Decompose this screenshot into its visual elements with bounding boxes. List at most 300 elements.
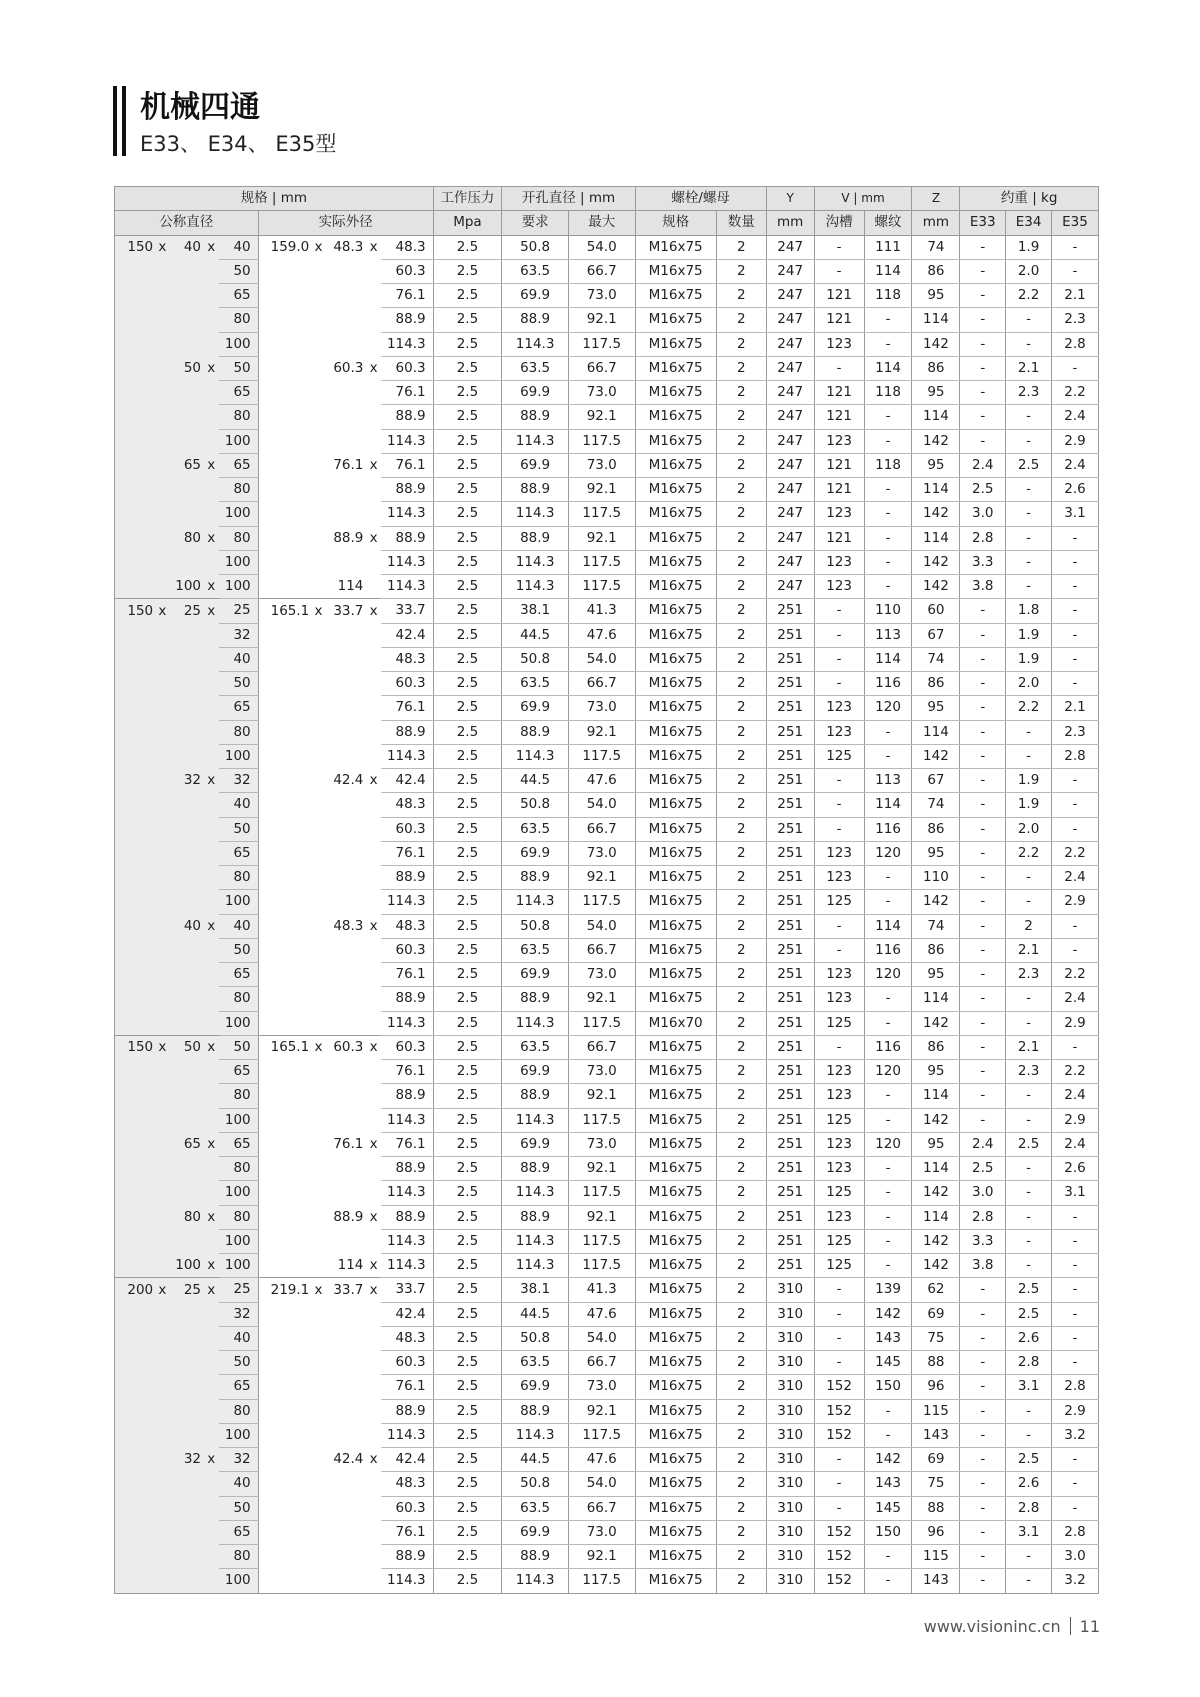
- cell-hole-required: 69.9: [502, 1060, 569, 1084]
- cell-bolt-spec: M16x75: [635, 938, 716, 962]
- cell-actual-x2: x: [369, 772, 378, 789]
- cell-bolt-qty: 2: [716, 890, 766, 914]
- cell-actual-x2: [366, 1060, 381, 1084]
- cell-actual-x2: [366, 1375, 381, 1399]
- cell-hole-required: 88.9: [502, 478, 569, 502]
- cell-actual-x1: [312, 429, 324, 453]
- header-bolt-spec: 规格: [635, 211, 716, 235]
- cell-pressure: 2.5: [433, 987, 502, 1011]
- cell-actual-outlet: 76.1: [381, 453, 433, 477]
- cell-pressure: 2.5: [433, 526, 502, 550]
- cell-y-mm: 247: [766, 429, 814, 453]
- cell-actual-x2: [366, 793, 381, 817]
- cell-actual-x2: x: [369, 1256, 378, 1273]
- cell-nominal-outlet: 65: [219, 1520, 259, 1544]
- cell-nominal-x1: [156, 381, 168, 405]
- cell-actual-x2: x: [366, 1278, 381, 1302]
- cell-bolt-qty: 2: [716, 866, 766, 890]
- table-row: [115, 1278, 1099, 1302]
- cell-nominal-outlet: 100: [219, 429, 259, 453]
- cell-bolt-spec: M16x75: [635, 1496, 716, 1520]
- cell-nominal-x1: [156, 1399, 168, 1423]
- cell-nominal-outlet: 100: [219, 744, 259, 768]
- cell-v-thread: -: [864, 550, 912, 574]
- cell-weight-e35: 2.8: [1051, 332, 1098, 356]
- cell-weight-e35: 2.2: [1051, 1060, 1098, 1084]
- cell-nominal-main: [115, 1254, 157, 1278]
- cell-hole-max: 117.5: [568, 502, 635, 526]
- cell-nominal-x1: [156, 817, 168, 841]
- cell-pressure: 2.5: [433, 1569, 502, 1593]
- cell-nominal-x1: [156, 866, 168, 890]
- cell-hole-max: 117.5: [568, 1181, 635, 1205]
- cell-nominal-x2: [204, 1108, 219, 1132]
- cell-weight-e35: -: [1051, 1351, 1098, 1375]
- cell-actual-outlet: 76.1: [381, 1060, 433, 1084]
- cell-nominal-main: [115, 1011, 157, 1035]
- cell-hole-required: 63.5: [502, 817, 569, 841]
- spec-table: [114, 186, 1099, 1594]
- table-row: [115, 672, 1099, 696]
- header-e35: E35: [1051, 211, 1098, 235]
- cell-v-groove: -: [814, 817, 864, 841]
- cell-nominal-main: [115, 720, 157, 744]
- cell-bolt-qty: 2: [716, 817, 766, 841]
- cell-pressure: 2.5: [433, 550, 502, 574]
- cell-weight-e33: 2.8: [960, 526, 1006, 550]
- cell-actual-outlet: 88.9: [381, 1084, 433, 1108]
- cell-y-mm: 251: [766, 696, 814, 720]
- cell-hole-required: 69.9: [502, 453, 569, 477]
- cell-bolt-qty: 2: [716, 1132, 766, 1156]
- cell-z-mm: 142: [912, 429, 960, 453]
- cell-bolt-qty: 2: [716, 1229, 766, 1253]
- cell-actual-main: 219.1: [258, 1278, 312, 1302]
- cell-nominal-main: [115, 817, 157, 841]
- cell-weight-e35: 2.8: [1051, 744, 1098, 768]
- cell-nominal-main: [115, 1496, 157, 1520]
- cell-nominal-x2: [204, 841, 219, 865]
- cell-nominal-main: 200: [115, 1278, 157, 1302]
- cell-actual-x2: [366, 647, 381, 671]
- cell-hole-max: 73.0: [568, 963, 635, 987]
- table-row: [115, 866, 1099, 890]
- cell-actual-branch: [325, 841, 367, 865]
- cell-weight-e34: 2.3: [1006, 963, 1052, 987]
- cell-hole-max: 92.1: [568, 1399, 635, 1423]
- cell-nominal-x1: [156, 332, 168, 356]
- cell-actual-outlet: 42.4: [381, 1448, 433, 1472]
- cell-actual-branch: [325, 405, 367, 429]
- cell-nominal-x2: [204, 502, 219, 526]
- cell-nominal-branch: 32: [169, 769, 204, 793]
- cell-bolt-qty: 2: [716, 453, 766, 477]
- cell-v-groove: 152: [814, 1423, 864, 1447]
- cell-nominal-main: [115, 890, 157, 914]
- cell-actual-branch: [325, 332, 367, 356]
- cell-nominal-x1: [156, 1132, 168, 1156]
- cell-hole-max: 66.7: [568, 672, 635, 696]
- cell-v-thread: 120: [864, 841, 912, 865]
- cell-hole-required: 88.9: [502, 308, 569, 332]
- cell-weight-e35: -: [1051, 672, 1098, 696]
- cell-z-mm: 86: [912, 259, 960, 283]
- cell-weight-e35: -: [1051, 769, 1098, 793]
- table-row: [115, 1035, 1099, 1059]
- cell-hole-max: 92.1: [568, 987, 635, 1011]
- cell-pressure: 2.5: [433, 1399, 502, 1423]
- cell-weight-e34: 1.8: [1006, 599, 1052, 623]
- cell-actual-x2: x: [369, 359, 378, 376]
- cell-v-groove: 123: [814, 1157, 864, 1181]
- cell-nominal-x2: x: [204, 575, 219, 599]
- cell-nominal-x2: [204, 381, 219, 405]
- cell-nominal-x2: [204, 793, 219, 817]
- cell-actual-x1: [312, 575, 324, 599]
- cell-v-thread: 120: [864, 696, 912, 720]
- cell-actual-x1: [312, 1181, 324, 1205]
- cell-bolt-qty: 2: [716, 356, 766, 380]
- cell-v-groove: 123: [814, 575, 864, 599]
- cell-v-thread: -: [864, 1205, 912, 1229]
- cell-y-mm: 251: [766, 1229, 814, 1253]
- cell-v-thread: -: [864, 478, 912, 502]
- cell-actual-main: [258, 1060, 312, 1084]
- cell-weight-e35: 2.1: [1051, 696, 1098, 720]
- cell-weight-e33: 3.3: [960, 550, 1006, 574]
- cell-weight-e33: 2.8: [960, 1205, 1006, 1229]
- cell-weight-e35: -: [1051, 938, 1098, 962]
- cell-v-thread: -: [864, 575, 912, 599]
- cell-actual-branch: [325, 1011, 367, 1035]
- cell-hole-required: 88.9: [502, 405, 569, 429]
- cell-z-mm: 62: [912, 1278, 960, 1302]
- cell-nominal-x2: [204, 1302, 219, 1326]
- cell-actual-main: [258, 502, 312, 526]
- table-row: [115, 623, 1099, 647]
- cell-actual-main: [258, 696, 312, 720]
- table-row: [115, 938, 1099, 962]
- cell-actual-main: [258, 429, 312, 453]
- cell-y-mm: 251: [766, 1157, 814, 1181]
- header-z-unit: mm: [912, 211, 960, 235]
- cell-hole-required: 69.9: [502, 1375, 569, 1399]
- cell-z-mm: 142: [912, 502, 960, 526]
- cell-nominal-outlet: 50: [219, 938, 259, 962]
- cell-z-mm: 86: [912, 817, 960, 841]
- cell-v-groove: 123: [814, 550, 864, 574]
- table-row: [115, 1496, 1099, 1520]
- cell-actual-x1: [312, 647, 324, 671]
- cell-weight-e35: 2.2: [1051, 841, 1098, 865]
- cell-v-groove: 152: [814, 1569, 864, 1593]
- cell-actual-main: [258, 1351, 312, 1375]
- cell-hole-max: 92.1: [568, 1084, 635, 1108]
- header-weight: 约重 | kg: [960, 187, 1099, 211]
- header-mpa: Mpa: [433, 211, 502, 235]
- cell-y-mm: 247: [766, 550, 814, 574]
- cell-weight-e33: -: [960, 1448, 1006, 1472]
- cell-nominal-x2: x: [204, 526, 219, 550]
- cell-y-mm: 310: [766, 1448, 814, 1472]
- header-bolt: 螺栓/螺母: [635, 187, 766, 211]
- cell-hole-required: 88.9: [502, 1545, 569, 1569]
- cell-nominal-main: [115, 381, 157, 405]
- cell-bolt-qty: 2: [716, 914, 766, 938]
- cell-y-mm: 310: [766, 1399, 814, 1423]
- cell-actual-x2: [366, 332, 381, 356]
- cell-bolt-qty: 2: [716, 235, 766, 259]
- cell-pressure: 2.5: [433, 623, 502, 647]
- cell-nominal-x2: [204, 963, 219, 987]
- cell-y-mm: 251: [766, 866, 814, 890]
- cell-weight-e34: 2.8: [1006, 1496, 1052, 1520]
- cell-nominal-branch: [169, 623, 204, 647]
- cell-actual-branch: 42.4: [333, 772, 364, 789]
- cell-bolt-spec: M16x75: [635, 526, 716, 550]
- cell-actual-x1: [312, 308, 324, 332]
- cell-actual-outlet: 114.3: [381, 1011, 433, 1035]
- cell-v-groove: 123: [814, 1084, 864, 1108]
- cell-bolt-spec: M16x75: [635, 841, 716, 865]
- cell-nominal-branch: [169, 429, 204, 453]
- cell-actual-outlet: 60.3: [381, 356, 433, 380]
- cell-hole-max: 92.1: [568, 720, 635, 744]
- cell-nominal-x1: [156, 1448, 168, 1472]
- cell-nominal-x2: [204, 1351, 219, 1375]
- cell-bolt-spec: M16x75: [635, 1375, 716, 1399]
- cell-actual-x2: [366, 1157, 381, 1181]
- cell-hole-max: 54.0: [568, 1472, 635, 1496]
- cell-actual-x2: [366, 1545, 381, 1569]
- cell-nominal-outlet: 50: [219, 259, 259, 283]
- cell-nominal-branch: [169, 672, 204, 696]
- cell-bolt-qty: 2: [716, 502, 766, 526]
- cell-weight-e34: -: [1006, 1011, 1052, 1035]
- cell-nominal-x1: [156, 405, 168, 429]
- cell-bolt-spec: M16x75: [635, 575, 716, 599]
- cell-weight-e35: -: [1051, 1496, 1098, 1520]
- cell-actual-branch: 48.3: [333, 238, 364, 255]
- cell-v-thread: -: [864, 1181, 912, 1205]
- cell-weight-e34: -: [1006, 478, 1052, 502]
- cell-nominal-outlet: 50: [219, 1496, 259, 1520]
- cell-bolt-qty: 2: [716, 1423, 766, 1447]
- cell-nominal-main: [115, 284, 157, 308]
- cell-pressure: 2.5: [433, 235, 502, 259]
- cell-nominal-outlet: 100: [219, 502, 259, 526]
- header-z: Z: [912, 187, 960, 211]
- cell-hole-max: 73.0: [568, 381, 635, 405]
- cell-z-mm: 67: [912, 769, 960, 793]
- cell-v-groove: 123: [814, 1060, 864, 1084]
- cell-nominal-outlet: 50: [219, 672, 259, 696]
- cell-hole-required: 38.1: [502, 1278, 569, 1302]
- cell-z-mm: 142: [912, 1181, 960, 1205]
- cell-hole-required: 63.5: [502, 1351, 569, 1375]
- cell-actual-x1: [312, 356, 324, 380]
- cell-hole-required: 44.5: [502, 623, 569, 647]
- cell-nominal-x2: [204, 1423, 219, 1447]
- cell-hole-max: 92.1: [568, 1545, 635, 1569]
- cell-actual-branch: [325, 963, 367, 987]
- cell-z-mm: 95: [912, 963, 960, 987]
- cell-actual-main: [258, 647, 312, 671]
- cell-v-thread: 113: [864, 769, 912, 793]
- cell-z-mm: 142: [912, 550, 960, 574]
- cell-weight-e35: 2.8: [1051, 1375, 1098, 1399]
- cell-nominal-x2: [204, 866, 219, 890]
- cell-y-mm: 251: [766, 1132, 814, 1156]
- table-row: [115, 720, 1099, 744]
- cell-nominal-outlet: 80: [219, 720, 259, 744]
- cell-v-thread: 114: [864, 356, 912, 380]
- cell-pressure: 2.5: [433, 1448, 502, 1472]
- cell-pressure: 2.5: [433, 599, 502, 623]
- cell-actual-outlet: 114.3: [381, 1108, 433, 1132]
- cell-bolt-qty: 2: [716, 1084, 766, 1108]
- cell-weight-e35: -: [1051, 575, 1098, 599]
- cell-y-mm: 251: [766, 1205, 814, 1229]
- cell-nominal-outlet: 65: [219, 1375, 259, 1399]
- cell-hole-required: 114.3: [502, 429, 569, 453]
- cell-y-mm: 310: [766, 1472, 814, 1496]
- cell-weight-e33: -: [960, 235, 1006, 259]
- cell-bolt-spec: M16x75: [635, 696, 716, 720]
- cell-bolt-qty: 2: [716, 793, 766, 817]
- cell-nominal-branch: [169, 1060, 204, 1084]
- cell-nominal-outlet: 65: [219, 841, 259, 865]
- cell-nominal-x2: [204, 1545, 219, 1569]
- cell-bolt-qty: 2: [716, 720, 766, 744]
- cell-z-mm: 74: [912, 914, 960, 938]
- cell-actual-branch: [325, 1229, 367, 1253]
- cell-nominal-main: [115, 259, 157, 283]
- cell-actual-branch: [325, 478, 367, 502]
- cell-nominal-x2: x: [204, 769, 219, 793]
- cell-actual-main: 159.0: [270, 238, 310, 255]
- cell-actual-x2: x: [369, 917, 378, 934]
- cell-nominal-main: 150: [115, 235, 157, 259]
- cell-v-groove: 123: [814, 720, 864, 744]
- cell-nominal-x2: x: [204, 453, 219, 477]
- cell-actual-x2: [366, 987, 381, 1011]
- cell-nominal-branch: [169, 332, 204, 356]
- cell-hole-max: 117.5: [568, 550, 635, 574]
- cell-z-mm: 67: [912, 623, 960, 647]
- cell-bolt-spec: M16x75: [635, 1229, 716, 1253]
- table-row: [115, 1205, 1099, 1229]
- cell-nominal-branch: 80: [169, 526, 204, 550]
- cell-weight-e35: 3.0: [1051, 1545, 1098, 1569]
- cell-weight-e35: 2.4: [1051, 1132, 1098, 1156]
- cell-nominal-x1: [156, 575, 168, 599]
- cell-hole-max: 92.1: [568, 866, 635, 890]
- cell-actual-outlet: 88.9: [381, 1157, 433, 1181]
- cell-nominal-x2: x: [204, 1448, 219, 1472]
- cell-z-mm: 142: [912, 332, 960, 356]
- table-row: [115, 696, 1099, 720]
- cell-nominal-branch: [169, 720, 204, 744]
- cell-v-groove: -: [814, 793, 864, 817]
- cell-nominal-outlet: 100: [219, 1108, 259, 1132]
- cell-weight-e34: 2.3: [1006, 1060, 1052, 1084]
- cell-nominal-branch: [169, 1545, 204, 1569]
- cell-bolt-qty: 2: [716, 963, 766, 987]
- cell-weight-e33: -: [960, 1326, 1006, 1350]
- cell-nominal-branch: [169, 647, 204, 671]
- cell-hole-max: 73.0: [568, 1060, 635, 1084]
- cell-actual-outlet: 76.1: [381, 284, 433, 308]
- cell-hole-required: 63.5: [502, 1035, 569, 1059]
- cell-nominal-branch: [169, 1157, 204, 1181]
- table-row: [115, 1448, 1099, 1472]
- cell-z-mm: 115: [912, 1399, 960, 1423]
- cell-actual-x2: [366, 1569, 381, 1593]
- cell-v-thread: -: [864, 1157, 912, 1181]
- cell-actual-main: [258, 381, 312, 405]
- cell-v-thread: -: [864, 1108, 912, 1132]
- cell-actual-branch: [325, 1472, 367, 1496]
- cell-bolt-spec: M16x75: [635, 1302, 716, 1326]
- cell-hole-max: 41.3: [568, 1278, 635, 1302]
- cell-weight-e33: -: [960, 308, 1006, 332]
- cell-actual-x1: [312, 526, 324, 550]
- table-row: [115, 478, 1099, 502]
- cell-weight-e35: 3.2: [1051, 1423, 1098, 1447]
- cell-actual-outlet: 114.3: [381, 744, 433, 768]
- cell-actual-x1: [312, 453, 324, 477]
- cell-nominal-outlet: 25: [219, 599, 259, 623]
- cell-nominal-x1: [156, 1060, 168, 1084]
- cell-actual-branch: 114: [337, 1256, 364, 1273]
- cell-weight-e33: -: [960, 1351, 1006, 1375]
- cell-v-groove: 125: [814, 1011, 864, 1035]
- cell-weight-e35: -: [1051, 1326, 1098, 1350]
- cell-weight-e34: 2.8: [1006, 1351, 1052, 1375]
- cell-actual-x1: x: [312, 1278, 324, 1302]
- cell-weight-e34: -: [1006, 550, 1052, 574]
- cell-nominal-x1: [156, 453, 168, 477]
- cell-actual-x2: [366, 1181, 381, 1205]
- cell-actual-branch: [325, 1084, 367, 1108]
- table-row: [115, 259, 1099, 283]
- cell-actual-outlet: 88.9: [381, 405, 433, 429]
- cell-pressure: 2.5: [433, 1157, 502, 1181]
- cell-nominal-outlet: 65: [219, 696, 259, 720]
- cell-nominal-branch: 40: [169, 235, 204, 259]
- cell-actual-x1: x: [312, 1035, 324, 1059]
- cell-y-mm: 247: [766, 453, 814, 477]
- cell-bolt-qty: 2: [716, 308, 766, 332]
- cell-hole-required: 44.5: [502, 1448, 569, 1472]
- cell-z-mm: 74: [912, 793, 960, 817]
- cell-nominal-branch: [169, 1423, 204, 1447]
- cell-weight-e35: 3.1: [1051, 502, 1098, 526]
- cell-bolt-qty: 2: [716, 1302, 766, 1326]
- cell-nominal-outlet: 80: [219, 1545, 259, 1569]
- cell-weight-e33: 2.4: [960, 453, 1006, 477]
- cell-pressure: 2.5: [433, 744, 502, 768]
- cell-nominal-outlet: 100: [219, 1254, 259, 1278]
- cell-actual-main: [258, 963, 312, 987]
- table-row: [115, 1545, 1099, 1569]
- cell-nominal-x1: [156, 1496, 168, 1520]
- cell-hole-max: 47.6: [568, 769, 635, 793]
- cell-actual-branch: [325, 1520, 367, 1544]
- cell-nominal-x1: [156, 1423, 168, 1447]
- cell-pressure: 2.5: [433, 1108, 502, 1132]
